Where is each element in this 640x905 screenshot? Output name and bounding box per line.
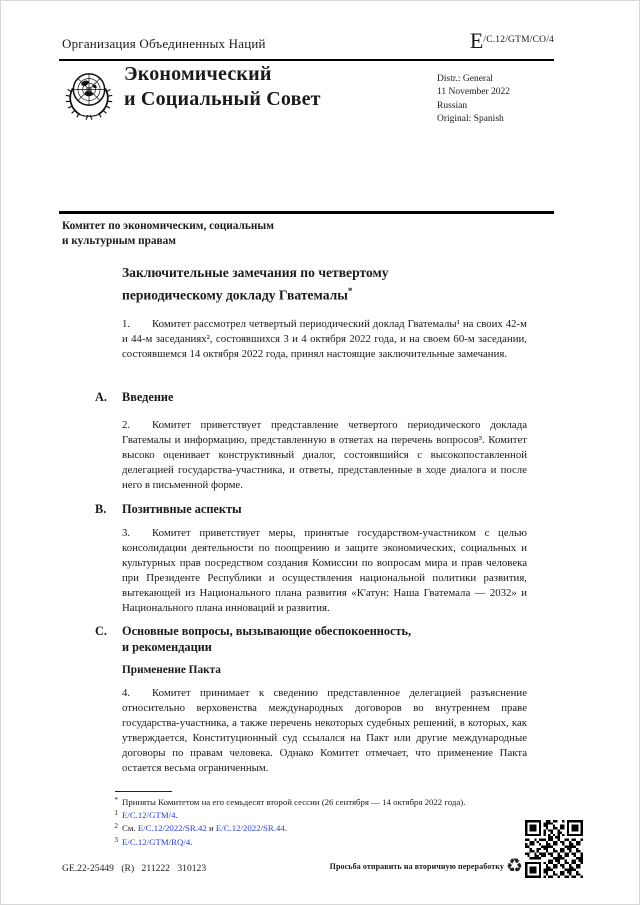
section-letter: C. bbox=[95, 624, 107, 638]
document-title-line2: периодическому докладу Гватемалы* bbox=[122, 286, 353, 303]
paragraph-number: 3. bbox=[122, 527, 131, 539]
title-footnote-marker: * bbox=[347, 286, 353, 296]
section-c-heading bbox=[95, 623, 411, 655]
section-title: Основные вопросы, вызывающие обеспокоенность, bbox=[122, 624, 412, 638]
footnote-body bbox=[122, 822, 531, 835]
recycle-notice bbox=[330, 857, 523, 876]
section-title-line2: и рекомендации bbox=[122, 640, 212, 654]
paragraph-number: 1. bbox=[122, 318, 131, 330]
footnote-body bbox=[122, 809, 531, 822]
section-b-heading bbox=[95, 501, 242, 517]
symbol-number: /C.12/GTM/CO/4 bbox=[483, 35, 554, 45]
footnote-marker: 3 bbox=[114, 835, 118, 844]
org-name: Организация Объединенных Наций bbox=[62, 36, 266, 51]
document-symbol bbox=[470, 28, 554, 54]
footnote-rule bbox=[115, 791, 172, 792]
footnote-text: . bbox=[175, 810, 178, 821]
document-link[interactable]: E/C.12/2022/SR.44 bbox=[215, 823, 285, 834]
footnote-text: и bbox=[206, 823, 216, 834]
distr-block bbox=[437, 73, 510, 127]
footnote-text: Приняты Комитетом на его семьдесят второй сессии (26 сентября — 14 октября 2022 года). bbox=[122, 797, 466, 807]
document-link[interactable]: E/C.12/2022/SR.42 bbox=[137, 823, 207, 834]
council-title-line2: и Социальный Совет bbox=[124, 88, 321, 110]
section-a-heading bbox=[95, 389, 173, 405]
paragraph-text: Комитет приветствует представление четвертого периодического доклада Гватемалы и информацию, представленную в ответах на перечень вопросов³. Комитет высоко оценивает конструктивный диалог, состоявшийся с высокопоставленной делегацией государства-участника, и ответы, представленные в ходе диалога и после него в письменной форме. bbox=[122, 419, 527, 491]
footnote-text: См. bbox=[122, 823, 138, 834]
footnotes bbox=[99, 796, 531, 849]
distr-original: Original: Spanish bbox=[437, 114, 504, 125]
paragraph-text: Комитет приветствует меры, принятые государством-участником с целью консолидации деятельности по поощрению и защите экономических, социальных и культурных прав посредством создания Комиссии по вопросам мира и прав человека при Президенте Республики и осуществления национальной политики развития, вытекающей из Национального плана развития «К'атун: Наша Гватемала — 2032» и Национального плана инноваций и развития. bbox=[122, 527, 527, 614]
paragraph-4 bbox=[122, 686, 527, 776]
document-title bbox=[122, 264, 389, 305]
paragraph-1 bbox=[122, 317, 527, 362]
council-title-line1: Экономический bbox=[124, 63, 272, 85]
footnote-text: . bbox=[190, 836, 193, 847]
footnote-marker: 2 bbox=[114, 822, 118, 831]
committee-name-line1: Комитет по экономическим, социальным bbox=[62, 220, 274, 232]
recycle-text: Просьба отправить на вторичную переработку bbox=[329, 862, 504, 871]
committee-name-line2: и культурным правам bbox=[62, 235, 176, 247]
footnote-text: . bbox=[284, 823, 287, 834]
header-rule bbox=[59, 59, 554, 61]
paragraph-text: Комитет принимает к сведению представленное делегацией разъяснение относительно верховенства международных договоров во внутреннем праве государства-участника, а также перечень некоторых судебных решений, в которых, как утверждается, Конституционный суд ссылался на Пакт или другие международные договоры по правам человека. Однако Комитет отмечает, что применение Пакта остается весьма ограниченным. bbox=[122, 687, 527, 774]
recycle-icon: ♻ bbox=[505, 855, 523, 877]
footnote bbox=[99, 796, 531, 809]
footnote bbox=[99, 836, 531, 849]
symbol-letter: E bbox=[469, 28, 484, 53]
job-number: GE.22-25449 (R) 211222 310123 bbox=[62, 863, 207, 874]
footnote-marker: * bbox=[114, 796, 118, 804]
document-link[interactable]: E/C.12/GTM/4 bbox=[122, 810, 176, 821]
paragraph-number: 2. bbox=[122, 419, 131, 431]
document-title-line1: Заключительные замечания по четвертому bbox=[122, 265, 389, 280]
divider-rule bbox=[59, 211, 554, 214]
footnote-body bbox=[122, 796, 531, 809]
council-title bbox=[124, 62, 321, 112]
document-link[interactable]: E/C.12/GTM/RQ/4 bbox=[122, 836, 191, 847]
section-letter: B. bbox=[95, 502, 107, 516]
qr-code bbox=[524, 820, 584, 878]
section-title: Позитивные аспекты bbox=[122, 502, 242, 516]
footnote bbox=[99, 809, 531, 822]
committee-name bbox=[62, 219, 274, 249]
distr-general: Distr.: General bbox=[437, 74, 493, 84]
footnote-marker: 1 bbox=[114, 809, 118, 818]
un-emblem-icon bbox=[60, 64, 118, 122]
subsection-heading: Применение Пакта bbox=[122, 664, 221, 676]
section-letter: A. bbox=[95, 390, 107, 404]
distr-language: Russian bbox=[437, 100, 468, 111]
section-title: Введение bbox=[122, 390, 174, 404]
paragraph-number: 4. bbox=[122, 687, 131, 699]
footnote bbox=[99, 822, 531, 835]
paragraph-text: Комитет рассмотрел четвертый периодический доклад Гватемалы¹ на своих 42-м и 44-м заседаниях², состоявшихся 3 и 4 октября 2022 года, и на своем 60-м заседании, состоявшемся 14 октября 2022 года, принял настоящие заключительные замечания. bbox=[122, 318, 527, 360]
paragraph-2 bbox=[122, 418, 527, 493]
distr-date: 11 November 2022 bbox=[437, 87, 510, 98]
footnote-body bbox=[122, 836, 531, 849]
paragraph-3 bbox=[122, 526, 527, 616]
